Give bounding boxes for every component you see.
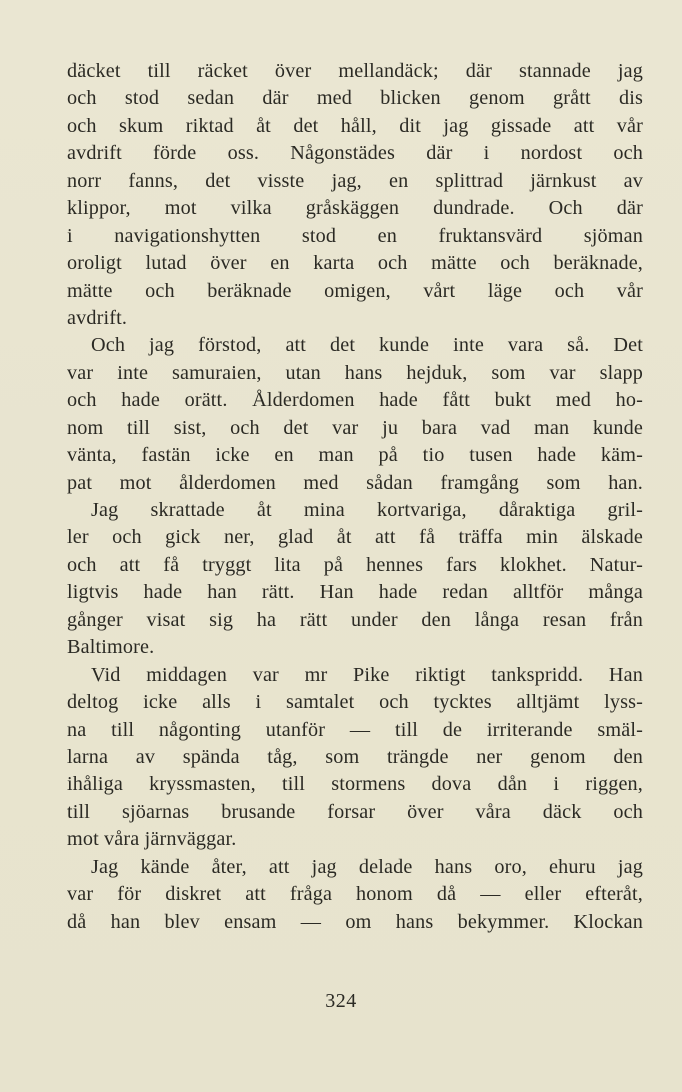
text-line: var inte samuraien, utan hans hejduk, som var slapp [67, 361, 643, 384]
text-line: nom till sist, och det var ju bara vad man kunde [67, 416, 643, 439]
text-line: Jag kände åter, att jag delade hans oro, ehuru jag [91, 855, 643, 878]
text-line: avdrift förde oss. Någonstädes där i nordost och [67, 142, 643, 165]
paragraph-2 [67, 332, 643, 497]
paragraph-5 [67, 854, 643, 936]
text-line: klippor, mot vilka gråskäggen dundrade. Och där [67, 197, 643, 220]
text-line: i navigationshytten stod en fruktansvärd sjöman [67, 224, 643, 247]
text-line: larna av spända tåg, som trängde ner genom den [67, 745, 643, 768]
paragraph-1 [67, 58, 643, 332]
text-line: mätte och beräknade omigen, vårt läge och vår [67, 279, 643, 302]
text-line: Jag skrattade åt mina kortvariga, dåraktiga gril- [91, 499, 643, 521]
text-line: na till någonting utanför — till de irriterande smäl- [67, 718, 643, 741]
text-line: däcket till räcket över mellandäck; där stannade jag [67, 60, 643, 82]
text-line: och stod sedan där med blicken genom grått dis [67, 87, 643, 110]
paragraph-4 [67, 662, 643, 854]
text-line: deltog icke alls i samtalet och tycktes alltjämt lyss- [67, 691, 643, 714]
text-line: då han blev ensam — om hans bekymmer. Klockan [67, 910, 643, 933]
text-line: vänta, fastän icke en man på tio tusen hade käm- [67, 444, 643, 467]
text-line: Baltimore. [67, 636, 155, 659]
page-number: 324 [325, 990, 357, 1012]
text-line: och att få tryggt lita på hennes fars klokhet. Natur- [67, 553, 643, 576]
paragraph-3 [67, 497, 643, 662]
text-line: ihåliga kryssmasten, till stormens dova dån i riggen, [67, 773, 643, 796]
text-line: Och jag förstod, att det kunde inte vara så. Det [91, 334, 643, 357]
body-text [67, 58, 643, 936]
text-line: mot våra järnväggar. [67, 828, 237, 851]
text-line: till sjöarnas brusande forsar över våra däck och [67, 800, 643, 823]
text-line: ler och gick ner, glad åt att få träffa min älskade [67, 526, 643, 549]
text-line: och hade orätt. Ålderdomen hade fått bukt med ho- [67, 389, 643, 412]
text-line: gånger visat sig ha rätt under den långa resan från [67, 608, 643, 631]
text-line: och skum riktad åt det håll, dit jag gissade att vår [67, 114, 643, 137]
text-line: avdrift. [67, 306, 128, 329]
text-line: pat mot ålderdomen med sådan framgång som han. [67, 471, 643, 494]
text-line: Vid middagen var mr Pike riktigt tankspridd. Han [91, 663, 643, 686]
text-line: ligtvis hade han rätt. Han hade redan alltför många [67, 581, 643, 604]
text-line: norr fanns, det visste jag, en splittrad järnkust av [67, 169, 643, 192]
text-line: var för diskret att fråga honom då — eller efteråt, [67, 883, 643, 906]
text-line: oroligt lutad över en karta och mätte och beräknade, [67, 252, 643, 275]
